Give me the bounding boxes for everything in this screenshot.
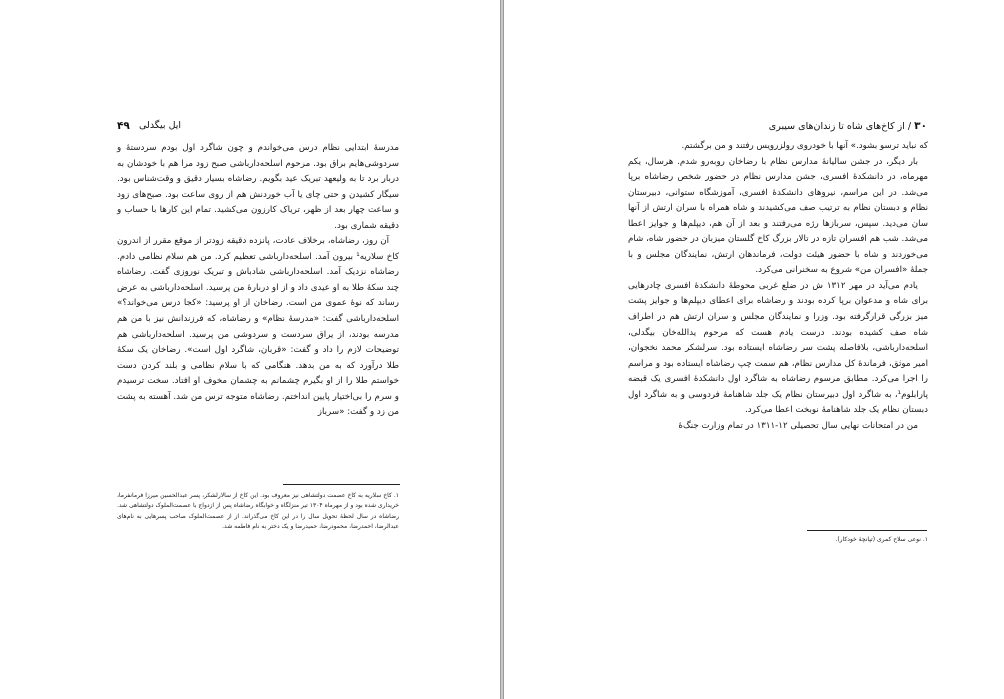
right-page	[504, 0, 1004, 699]
left-body-text	[117, 141, 399, 421]
left-footnote-rule	[283, 484, 400, 485]
left-page-number: ۴۹	[117, 120, 130, 132]
right-paragraph-3: یادم می‌آید در مهر ۱۳۱۲ ش در ضلع غربی محوطهٔ دانشکدهٔ افسری چادرهایی برای شاه و مدعوان برپا کرده بودند و رضاشاه برای اعطای دیپلم‌ها و جوایز پشت میز بزرگی قرارگرفته بود. وزرا و نمایندگان مجلس و سران ارتش هم در اطراف شاه صف کشیده بودند. درست یادم هست که مرحوم یدالله‌خان بیگدلی، اسلحه‌دارباشی، بلافاصله پشت سر رضاشاه ایستاده بود. سرلشکر محمد نخجوان، امیر موثق، فرماندهٔ کل مدارس نظام، هم سمت چپ رضاشاه ایستاده بود و مراسم را اجرا می‌کرد. مطابق مرسوم رضاشاه به شاگرد اول دانشکدهٔ افسری یک قبضه پارابلوم¹، به شاگرد اول دبیرستان نظام یک جلد شاهنامهٔ فردوسی و به شاگرد اول دبستان نظام یک جلد شاهنامهٔ نوبخت اعطا می‌کرد.	[628, 280, 928, 416]
right-footnote: ۱. نوعی سلاح کمری (تپانچهٔ خودکار).	[835, 536, 928, 543]
left-page-header	[117, 120, 399, 136]
right-body-text	[628, 139, 928, 434]
right-paragraph-1: که نباید ترسو بشود.» آنها با خودروی رولزرویس رفتند و من برگشتم.	[681, 141, 928, 151]
right-page-header: ۳۰ / از کاخ‌های شاه تا زندان‌های سیبری	[768, 120, 927, 132]
left-paragraph-1: مدرسهٔ ابتدایی نظام درس می‌خواندم و چون شاگرد اول بودم سردستهٔ و سردوشی‌هایم براق بود. مرحوم اسلحه‌دارباشی صبح زود مرا هم با خودشان به دربار برد تا به ولیعهد تبریک عید بگویم. رضاشاه بسیار دقیق و وقت‌شناس بود. سیگار کشیدن و حتی چای یا آب خوردنش هم از روی ساعت بود. صبح‌های زود و ساعت چهار بعد از ظهر، تریاک کارزون می‌کشید. تمام این کارها با حساب و دقیقه شماری بود.	[117, 143, 399, 231]
right-paragraph-4: من در امتحانات نهایی سال تحصیلی ۱۲-۱۳۱۱ در تمام وزارت جنگ‌هٔ	[678, 420, 918, 431]
left-paragraph-2: آن روز، رضاشاه، برخلاف عادت، پانزده دقیقه زودتر از موقع مقرر از اندرون کاخ سلاریه¹ بیرون آمد. اسلحه‌دارباشی تعظیم کرد. من هم سلام نظامی دادم. رضاشاه نزدیک آمد. اسلحه‌دارباشی شادباش و تبریک نوروزی گفت. رضاشاه چند سکهٔ طلا به او عیدی داد و از او دربارهٔ من پرسید. اسلحه‌دارباشی به عرض رساند که نوهٔ عموی من است. رضاخان از او پرسید: «کجا درس می‌خواند؟» اسلحه‌دارباشی گفت: «مدرسهٔ نظام» و رضاشاه، که فرزندانش نیز با من هم مدرسه بودند، از یراق سردست و سردوشی من پرسید. اسلحه‌دارباشی هم توضیحات لازم را داد و گفت: «قربان، شاگرد اول است». رضاخان یک سکهٔ طلا درآورد که به من بدهد. هنگامی که با سلام نظامی و بلند کردن دست خواستم طلا را از او بگیرم چشمانم به چشمان مخوف او افتاد. سخت ترسیدم و سرم را بی‌اختیار پایین انداختم. رضاشاه متوجه ترس من شد. آهسته به پشت من زد و گفت: «سرباز	[117, 236, 400, 418]
right-paragraph-2: بار دیگر، در جشن سالیانهٔ مدارس نظام با رضاخان روبه‌رو شدم. هرسال، یکم مهرماه، در دانشکدهٔ افسری، جشن مدارس نظام در حضور شخص رضاشاه برپا می‌شد. در این مراسم، نیروهای دانشکدهٔ افسری، آموزشگاه ستوانی، دبیرستان نظام و دبستان نظام به ترتیب صف می‌کشیدند و شاه همراه با سران ارتش از آنها سان می‌دید. سپس، سربازها رژه می‌رفتند و بعد از آن هم، دیپلم‌ها و جوایز اعطا می‌شد. شب هم افسران تازه در تالار بزرگ کاخ گلستان میزبان در حضور شاه، شام می‌خوردند و شاه با حضور هیئت دولت، فرماندهان ارتش، نمایندگان مجلس و با جملهٔ «افسران من» شروع به سخنرانی می‌کرد.	[628, 156, 928, 276]
right-page-number: ۳۰	[914, 120, 927, 132]
left-footnote: ۱. کاخ سلاریه به کاخ عصمت دولتشاهی نیز معروف بود. این کاخ از سالارلشکر، پسر عبدالحسین میرزا فرمانفرما، خریداری شده بود و از مهرماه ۱۳۰۴ تیر منزلگاه و خوابگاه رضاشاه پس از ازدواج با عصمت‌الملوک دولتشاهی شد. رضاشاه در سال لحظهٔ تحویل سال را در این کاخ می‌گذراند. از از عصمت‌الملوک صاحب پسرهایی به نام‌های عبدالرضا، احمدرضا، محمودرضا، حمیدرضا و یک دختر به نام فاطمه شد.	[117, 492, 399, 530]
right-footnote-rule	[807, 530, 927, 531]
left-page	[0, 0, 500, 699]
left-running-title: ایل بیگدلی	[139, 120, 182, 131]
right-running-title: از کاخ‌های شاه تا زندان‌های سیبری	[768, 121, 905, 132]
